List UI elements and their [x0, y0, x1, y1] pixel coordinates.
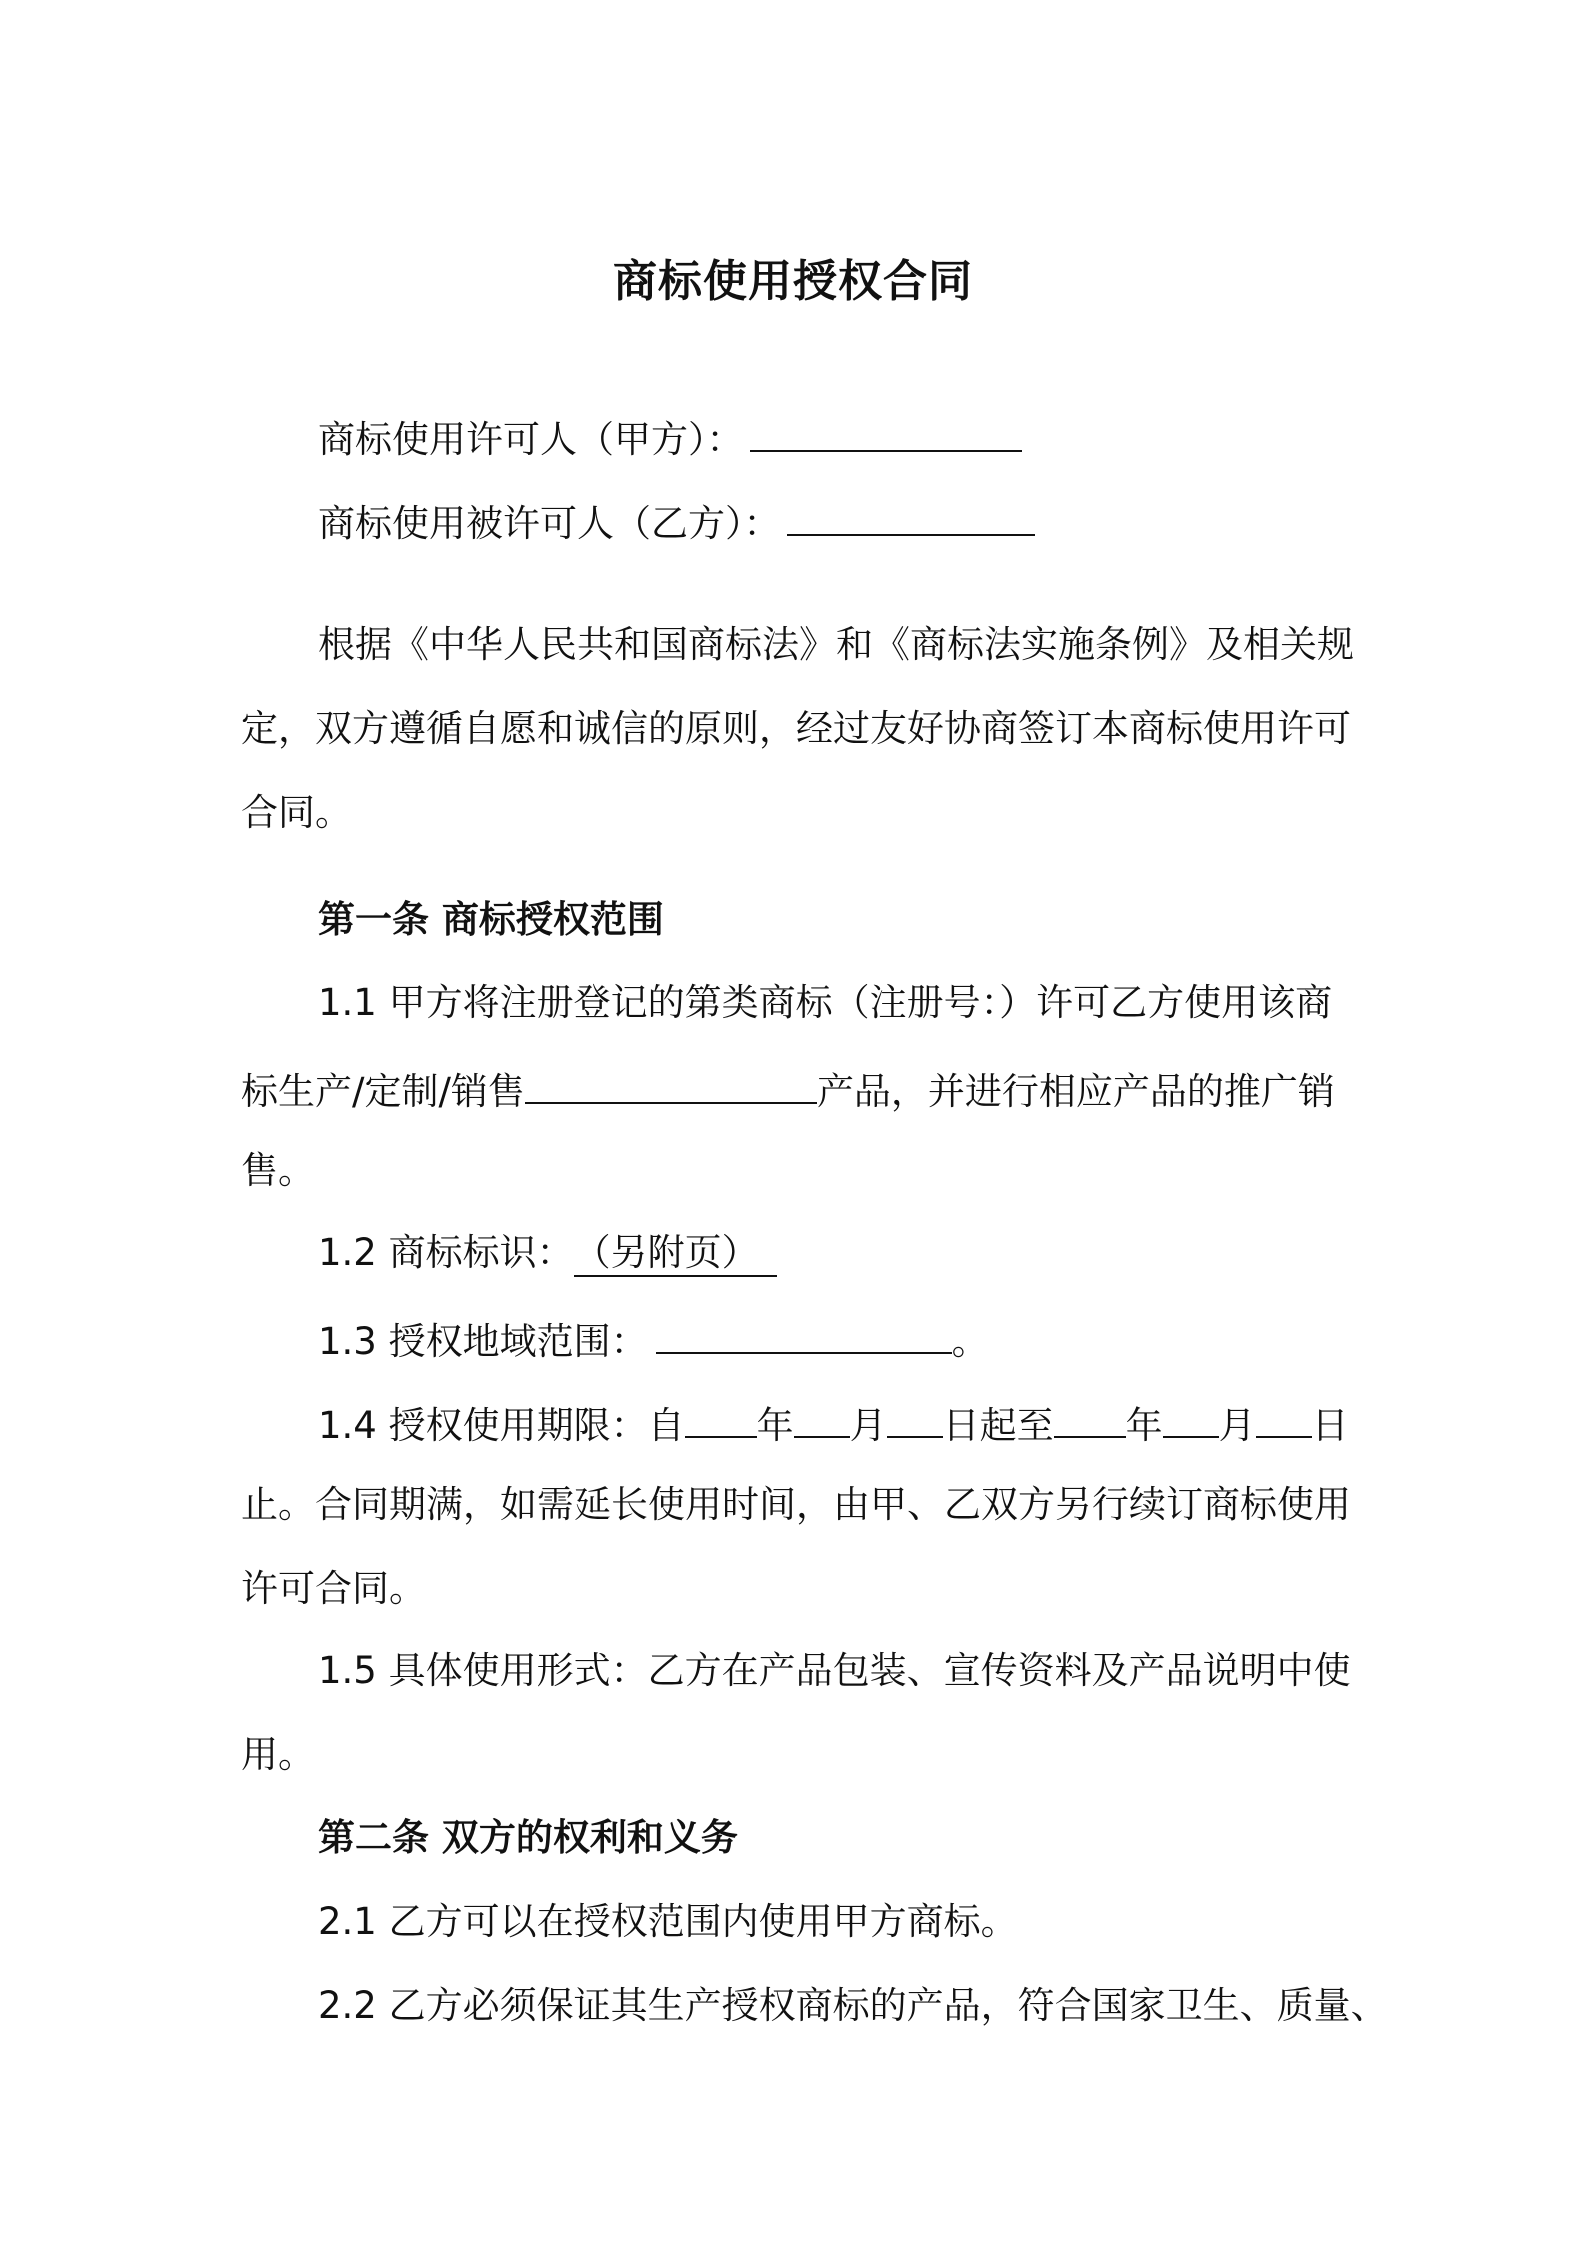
clause-1-4-line-1	[318, 1396, 1349, 1451]
preamble-line-3: 合同。	[241, 791, 352, 834]
clause-2-1: 2.1 乙方可以在授权范围内使用甲方商标。	[318, 1900, 1018, 1943]
preamble-line-1: 根据《中华人民共和国商标法》和《商标法实施条例》及相关规	[318, 623, 1354, 666]
clause-2-2-line-1: 2.2 乙方必须保证其生产授权商标的产品，符合国家卫生、质量、	[318, 1984, 1388, 2027]
start-month-label: 月	[849, 1404, 887, 1447]
document-title: 商标使用授权合同	[613, 256, 973, 307]
start-month-blank	[794, 1396, 850, 1438]
start-year-label: 年	[756, 1404, 794, 1447]
licensor-blank	[750, 410, 1022, 452]
clause-1-3	[318, 1312, 989, 1367]
clause-1-4-line-3: 许可合同。	[241, 1567, 426, 1610]
licensee-blank	[787, 494, 1035, 536]
start-day-label: 日起至	[942, 1404, 1054, 1447]
clause-1-1-line-2	[241, 1062, 1335, 1117]
end-year-blank	[1054, 1396, 1126, 1438]
clause-1-2-label: 1.2 商标标识：	[318, 1231, 574, 1274]
clause-1-3-label: 1.3 授权地域范围：	[318, 1320, 648, 1363]
preamble-line-2: 定，双方遵循自愿和诚信的原则，经过友好协商签订本商标使用许可	[241, 707, 1351, 750]
clause-1-5-line-1: 1.5 具体使用形式：乙方在产品包装、宣传资料及产品说明中使	[318, 1649, 1351, 1692]
clause-1-1-line-3: 售。	[241, 1149, 315, 1192]
clause-1-3-end: 。	[951, 1320, 989, 1363]
clause-1-1-prefix: 标生产/定制/销售	[241, 1070, 525, 1113]
clause-1-2	[318, 1228, 777, 1278]
end-year-label: 年	[1125, 1404, 1163, 1447]
licensor-label: 商标使用许可人（甲方）：	[318, 418, 744, 461]
start-day-blank	[887, 1396, 943, 1438]
licensee-label: 商标使用被许可人（乙方）：	[318, 502, 781, 545]
end-day-label: 日	[1311, 1404, 1349, 1447]
start-year-blank	[685, 1396, 757, 1438]
product-blank	[525, 1062, 817, 1104]
clause-1-1-suffix: 产品，并进行相应产品的推广销	[816, 1070, 1335, 1113]
clause-1-4-label: 1.4 授权使用期限：自	[318, 1404, 685, 1447]
territory-blank	[656, 1312, 952, 1354]
licensor-line	[318, 410, 1022, 465]
end-month-label: 月	[1218, 1404, 1256, 1447]
end-month-blank	[1163, 1396, 1219, 1438]
clause-1-5-line-2: 用。	[241, 1733, 315, 1776]
trademark-mark-value: （另附页）	[574, 1231, 777, 1277]
clause-1-4-line-2: 止。合同期满，如需延长使用时间，由甲、乙双方另行续订商标使用	[241, 1483, 1351, 1526]
article-2-heading: 第二条 双方的权利和义务	[318, 1816, 738, 1859]
end-day-blank	[1256, 1396, 1312, 1438]
article-1-heading: 第一条 商标授权范围	[318, 898, 664, 941]
clause-1-1-line-1: 1.1 甲方将注册登记的第类商标（注册号：）许可乙方使用该商	[318, 981, 1333, 1024]
licensee-line	[318, 494, 1035, 549]
